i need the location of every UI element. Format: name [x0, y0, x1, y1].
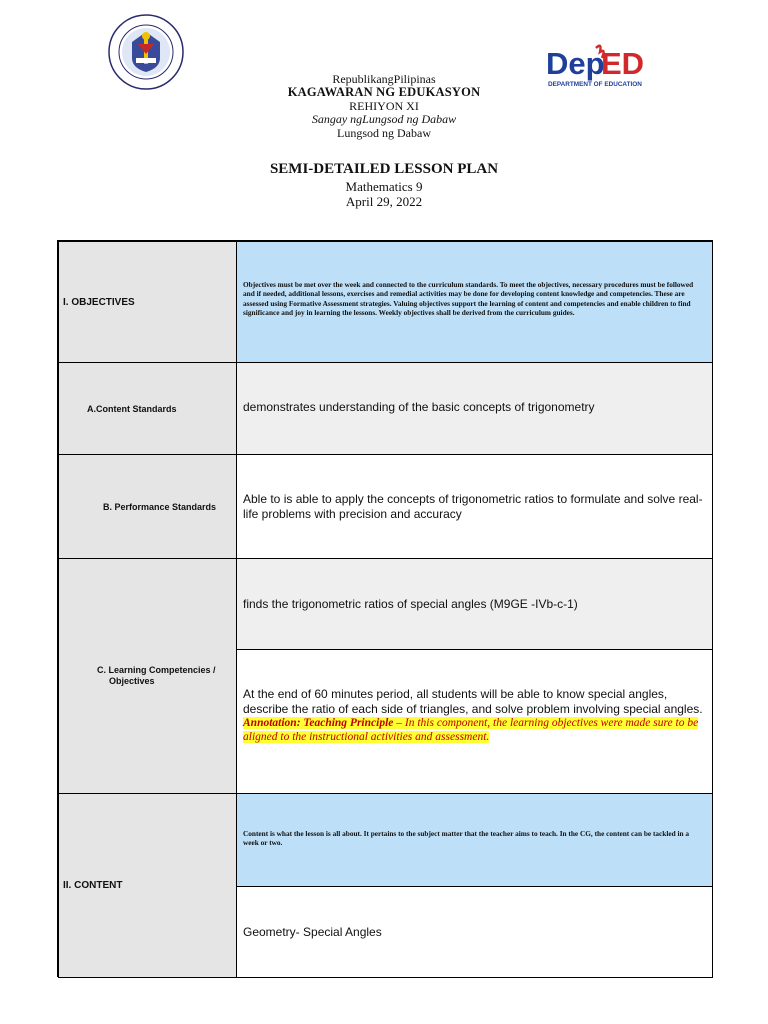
- content-note: Content is what the lesson is all about. It pertains to the subject matter that the teacher aims to teach. In the CG, the content can be tackled in a week or two.: [243, 829, 690, 848]
- content-standards-label: A.Content Standards: [87, 403, 177, 414]
- content-value-cell: [236, 886, 713, 978]
- objectives-note: Objectives must be met over the week and connected to the curriculum standards. To meet the objectives, necessary procedures must be followed and if needed, additional lessons, exercises and remedial activities may be done for developing content knowledge and competencies. These are assessed using Formative Assessment strategies. Valuing objectives support the learning of content and competencies and enable children to find significance and joy in learning the lessons. Weekly objectives shall be derived from the curriculum guides.: [243, 280, 694, 318]
- learning-objective-value: At the end of 60 minutes period, all students will be able to know special angles, describe the ratio of each side of triangles, and solve problem involving special angles.: [243, 687, 703, 716]
- svg-text:DEPARTMENT OF EDUCATION: DEPARTMENT OF EDUCATION: [548, 81, 642, 88]
- learning-competencies-label: C. Learning Competencies /: [97, 665, 216, 675]
- republic-line: RepublikangPilipinas: [332, 72, 436, 86]
- performance-standards-label-cell: [58, 454, 237, 559]
- annotation-body: – In this component, the learning objectives were made sure to be aligned to the instructional activities and assessment.: [243, 717, 699, 743]
- department-line: KAGAWARAN NG EDUKASYON: [287, 85, 481, 99]
- svg-text:ED: ED: [601, 46, 645, 81]
- content-value: Geometry- Special Angles: [243, 925, 382, 939]
- city-line: Lungsod ng Dabaw: [337, 126, 431, 140]
- content-label: II. CONTENT: [63, 880, 123, 891]
- subject-line: Mathematics 9: [345, 179, 423, 194]
- performance-standards-value: Able to is able to apply the concepts of trigonometric ratios to formulate and solve real-life problems with precision and accuracy: [243, 492, 703, 521]
- svg-text:Dep: Dep: [546, 46, 605, 81]
- learning-competencies-label-line2: Objectives: [109, 676, 155, 686]
- objectives-note-cell: [236, 241, 713, 363]
- competency-code-cell: [236, 558, 713, 650]
- content-label-cell: [58, 793, 237, 978]
- document-title: SEMI-DETAILED LESSON PLAN: [269, 161, 499, 177]
- region-line: REHIYON XI: [349, 99, 419, 113]
- competency-code-value: finds the trigonometric ratios of special angles (M9GE -IVb-c-1): [243, 597, 578, 611]
- performance-standards-label: B. Performance Standards: [103, 501, 217, 512]
- performance-standards-value-cell: [236, 454, 713, 559]
- lesson-plan-table: [57, 240, 713, 977]
- learning-objective-cell: [236, 649, 713, 794]
- learning-competencies-label-cell: [58, 558, 237, 794]
- objectives-label-cell: [58, 241, 237, 363]
- objectives-label: I. OBJECTIVES: [63, 296, 135, 308]
- content-standards-value-cell: [236, 362, 713, 455]
- division-line: Sangay ngLungsod ng Dabaw: [311, 112, 457, 126]
- date-line: April 29, 2022: [345, 194, 423, 209]
- content-note-cell: [236, 793, 713, 887]
- content-standards-label-cell: [58, 362, 237, 455]
- annotation-heading: Annotation: Teaching Principle: [243, 717, 394, 729]
- content-standards-value: demonstrates understanding of the basic concepts of trigonometry: [243, 400, 595, 414]
